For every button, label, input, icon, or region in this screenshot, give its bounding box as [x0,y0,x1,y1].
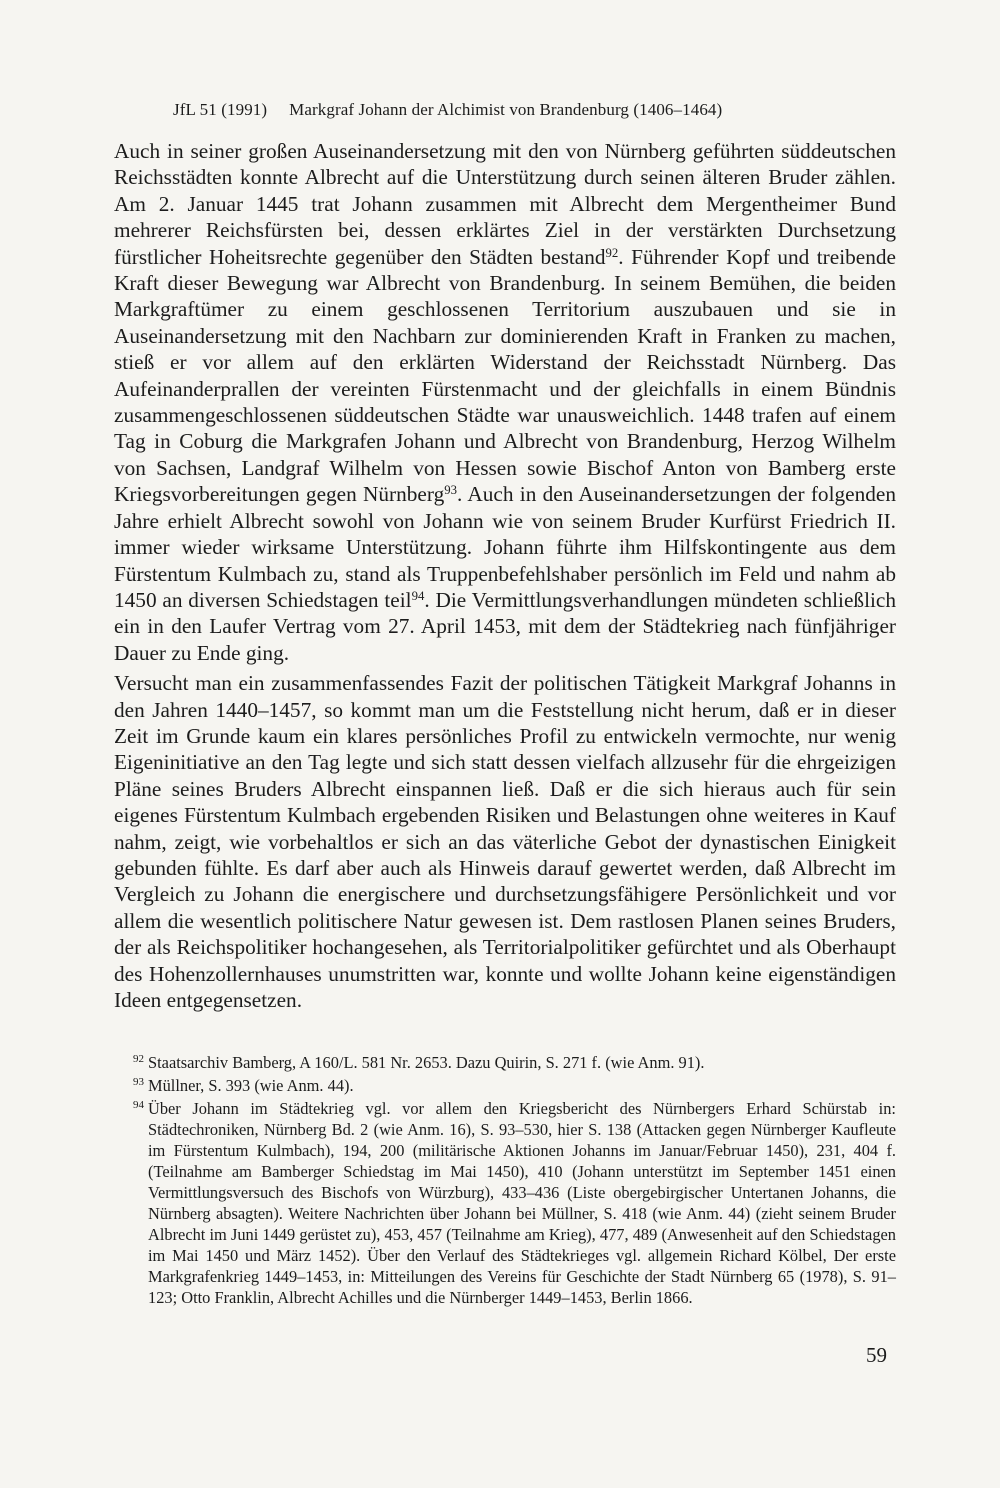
paragraph-1 [114,138,896,666]
footnote-text: Über Johann im Städtekrieg vgl. vor allem den Kriegsbericht des Nürnbergers Erhard Schürstab in: Städtechroniken, Nürnberg Bd. 2 (wie Anm. 16), S. 93–530, hier S. 138 (Attacken gegen Nürnberger Kaufleute im Fürstentum Kulmbach), 194, 200 (militärische Aktionen Johanns im Januar/Februar 1450), 231, 404 f. (Teilnahme am Bamberger Schiedstag im Mai 1450), 410 (Johann unterstützt im September 1451 einen Vermittlungsversuch des Bischofs von Würzburg), 433–436 (Liste obergebirgischer Untertanen Johanns, die Nürnberg absagten). Weitere Nachrichten über Johann bei Müllner, S. 418 (wie Anm. 44) (zieht seinem Bruder Albrecht im Juni 1449 gerüstet zu), 453, 457 (Teilnahme am Krieg), 477, 489 (Anwesenheit auf den Schiedstagen im Mai 1450 und März 1452). Über den Verlauf des Städtekrieges vgl. allgemein Richard Kölbel, Der erste Markgrafenkrieg 1449–1453, in: Mitteilungen des Vereins für Geschichte der Stadt Nürnberg 65 (1978), S. 91–123; Otto Franklin, Albrecht Achilles und die Nürnberger 1449–1453, Berlin 1866. [148,1099,896,1307]
footnote-ref-94[interactable]: 94 [411,588,425,603]
footnote-94 [114,1098,896,1308]
paragraph-1-part-2: . Führender Kopf und treibende Kraft dieser Bewegung war Albrecht von Brandenburg. In seinem Bemühen, die beiden Markgraftümer zu einem geschlossenen Territorium auszubauen und sie in Auseinandersetzung mit den Nachbarn zur dominierenden Kraft in Franken zu machen, stieß er vor allem auf den erklärten Widerstand der Reichsstadt Nürnberg. Das Aufeinanderprallen der vereinten Fürstenmacht und der gleichfalls in einem Bündnis zusammengeschlossenen süddeutschen Städte war unausweichlich. 1448 trafen auf einem Tag in Coburg die Markgrafen Johann und Albrecht von Brandenburg, Herzog Wilhelm von Sachsen, Landgraf Wilhelm von Hessen sowie Bischof Anton von Bamberg erste Kriegsvorbereitungen gegen Nürnberg [114,244,896,507]
main-text [114,138,896,1013]
paragraph-1-part-1: Auch in seiner großen Auseinandersetzung mit den von Nürnberg geführten süddeutschen Reichsstädten konnte Albrecht auf die Unterstützung durch seinen älteren Bruder zählen. Am 2. Januar 1445 trat Johann zusammen mit Albrecht dem Mergentheimer Bund mehrerer Reichsfürsten bei, dessen erklärtes Ziel in der verstärkten Durchsetzung fürstlicher Hoheitsrechte gegenüber den Städten bestand [114,139,896,269]
footnotes [114,1052,896,1310]
footnote-number: 92 [133,1053,144,1065]
footnote-text: Müllner, S. 393 (wie Anm. 44). [148,1076,354,1095]
paragraph-1-part-3: . Auch in den Auseinandersetzungen der folgenden Jahre erhielt Albrecht sowohl von Johann wie von seinem Bruder Kurfürst Friedrich II. immer wieder wirksame Unterstützung. Johann führte ihm Hilfskontingente aus dem Fürstentum Kulmbach zu, stand als Truppenbefehlshaber persönlich im Feld und nahm ab 1450 an diversen Schiedstagen teil [114,482,896,612]
footnote-ref-93[interactable]: 93 [444,483,458,498]
footnote-number: 93 [133,1076,144,1088]
running-head [173,100,893,120]
page-number: 59 [866,1343,887,1367]
footnote-text: Staatsarchiv Bamberg, A 160/L. 581 Nr. 2653. Dazu Quirin, S. 271 f. (wie Anm. 91). [148,1053,705,1072]
footnote-92 [114,1052,896,1073]
footnote-93 [114,1075,896,1096]
running-head-title: Markgraf Johann der Alchimist von Brandenburg (1406–1464) [289,100,723,119]
footnote-ref-92[interactable]: 92 [605,245,619,260]
footnote-number: 94 [133,1099,144,1111]
paragraph-1-part-4: . Die Vermittlungsverhandlungen mündeten schließlich ein in den Laufer Vertrag vom 27. April 1453, mit dem der Städtekrieg nach fünfjähriger Dauer zu Ende ging. [114,587,897,665]
running-head-journal: JfL 51 (1991) [173,100,268,119]
paragraph-2: Versucht man ein zusammenfassendes Fazit der politischen Tätigkeit Markgraf Johanns in den Jahren 1440–1457, so kommt man um die Feststellung nicht herum, daß er in dieser Zeit im Grunde kaum ein klares persönliches Profil zu entwickeln vermochte, nur wenig Eigeninitiative an den Tag legte und sich statt dessen vielfach allzusehr für die ehrgeizigen Pläne seines Bruders Albrecht einspannen ließ. Daß er die sich hieraus auch für sein eigenes Fürstentum Kulmbach ergebenden Risiken und Belastungen ohne weiteres in Kauf nahm, zeigt, wie vorbehaltlos er sich an das väterliche Gebot der dynastischen Einigkeit gebunden fühlte. Es darf aber auch als Hinweis darauf gewertet werden, daß Albrecht im Vergleich zu Johann die energischere und durchsetzungsfähigere Persönlichkeit und vor allem die wesentlich politischere Natur gewesen ist. Dem rastlosen Planen seines Bruders, der als Reichspolitiker hochangesehen, als Territorialpolitiker gefürchtet und als Oberhaupt des Hohenzollernhauses unumstritten war, konnte und wollte Johann keine eigenständigen Ideen entgegensetzen. [114,671,896,1012]
